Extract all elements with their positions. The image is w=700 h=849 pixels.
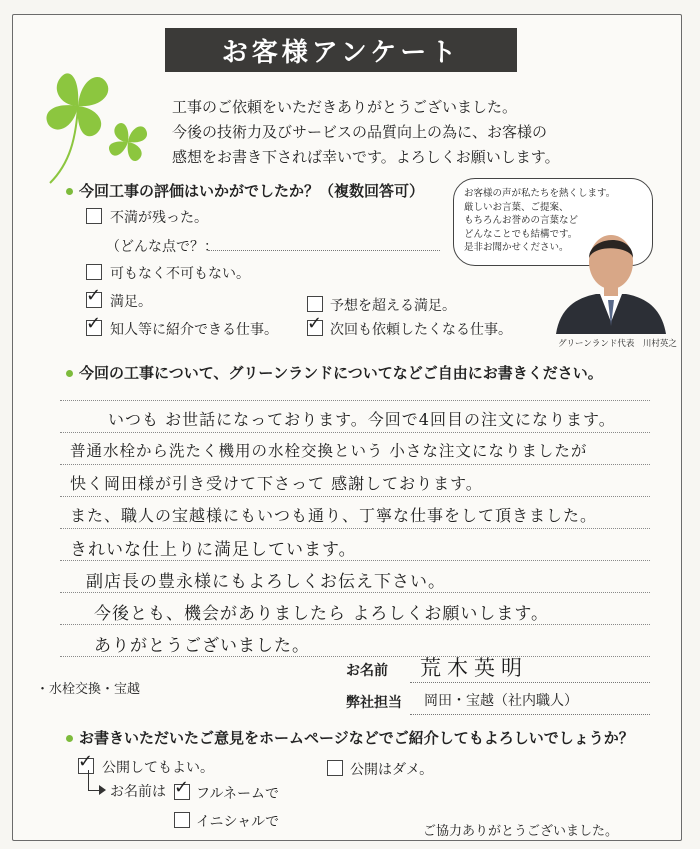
- option-label: 公開はダメ。: [350, 762, 434, 778]
- checkbox-recommend[interactable]: [86, 313, 102, 336]
- portrait-caption: グリーンランド代表 川村英之: [558, 339, 677, 349]
- checkbox-publish-no[interactable]: [327, 760, 343, 776]
- option-label: 不満が残った。: [110, 210, 208, 226]
- ruled-line: [60, 528, 650, 529]
- speech-line: もちろんお誉めの言葉など: [464, 215, 579, 226]
- q2-heading-text: 今回の工事について、グリーンランドについてなどご自由にお書きください。: [79, 364, 603, 382]
- handwritten-line: 普通水栓から洗たく機用の水栓交換という 小さな注文になりましたが: [70, 442, 588, 460]
- option-label: 公開してもよい。: [102, 760, 214, 776]
- checkbox-initials[interactable]: [174, 812, 190, 828]
- q3-heading-text: お書きいただいたご意見をホームページなどでご紹介してもよろしいでしょうか？: [79, 729, 634, 747]
- option-label: フルネームで: [196, 786, 280, 802]
- ruled-line: [60, 656, 650, 657]
- checkbox-exceeded[interactable]: [307, 296, 323, 312]
- handwritten-line: ありがとうございました。: [94, 636, 310, 656]
- speech-line: 厳しいお言葉、ご提案、: [464, 201, 569, 213]
- check-icon: ✓: [174, 777, 190, 798]
- handwritten-line: 副店長の豊永様にもよろしくお伝え下さい。: [86, 572, 446, 592]
- handwritten-line: また、職人の宝越様にもいつも通り、丁寧な仕事をして頂きました。: [70, 506, 598, 525]
- customer-name[interactable]: 荒木英明: [420, 656, 528, 680]
- checkbox-repeat[interactable]: [307, 313, 323, 336]
- intro-line: 工事のご依頼をいただきありがとうございました。: [172, 98, 518, 116]
- ruled-line: [60, 432, 650, 433]
- check-icon: ✓: [307, 313, 323, 334]
- intro-line: 今後の技術力及びサービスの品質向上の為に、お客様の: [172, 123, 548, 141]
- ruled-line: [60, 560, 650, 561]
- staff-value: 岡田・宝越（社内職人）: [424, 693, 578, 709]
- intro-text: [172, 95, 560, 170]
- handwritten-line: きれいな仕上りに満足しています。: [70, 540, 357, 560]
- check-icon: ✓: [86, 313, 102, 334]
- q1-heading-text: 今回工事の評価はいかがでしたか？（複数回答可）: [79, 182, 425, 200]
- page-title: お客様アンケート: [165, 28, 517, 72]
- name-prompt: お名前は: [110, 784, 166, 800]
- checkbox-full-name[interactable]: [174, 777, 190, 800]
- handwritten-line: いつも お世話になっております。今回で4回目の注文になります。: [108, 410, 616, 429]
- staff-label: 弊社担当: [346, 695, 402, 711]
- ruled-line: [60, 624, 650, 625]
- speech-line: 是非お聞かせください。: [464, 242, 569, 253]
- check-icon: ✓: [86, 285, 102, 306]
- q2-heading: [66, 362, 603, 383]
- ruled-line: [60, 496, 650, 497]
- ruled-line: [60, 464, 650, 465]
- option-label: イニシャルで: [196, 814, 280, 830]
- q3-heading: [66, 727, 634, 748]
- checkbox-neutral[interactable]: [86, 264, 102, 280]
- option-label: 知人等に紹介できる仕事。: [110, 322, 278, 338]
- ceo-portrait: [556, 222, 666, 334]
- bullet-icon: [66, 188, 73, 195]
- detail-prompt: （どんな点で？：: [106, 239, 218, 255]
- bullet-icon: [66, 370, 73, 377]
- clover-small-icon: [104, 118, 152, 166]
- checkbox-satisfied[interactable]: [86, 285, 102, 308]
- handwritten-line: 今後とも、機会がありましたら よろしくお願いします。: [94, 604, 550, 624]
- arrow-icon: [99, 785, 106, 795]
- option-label: 予想を超える満足。: [330, 298, 456, 314]
- speech-line: お客様の声が私たちを熱くします。: [464, 188, 616, 199]
- option-label: 可もなく不可もない。: [110, 266, 250, 282]
- option-label: 満足。: [110, 294, 152, 310]
- thanks-text: ご協力ありがとうございました。: [423, 824, 619, 839]
- ruled-line: [60, 592, 650, 593]
- speech-line: どんなことでも結構です。: [464, 228, 578, 240]
- name-label: お名前: [346, 663, 388, 679]
- option-label: 次回も依頼したくなる仕事。: [330, 322, 512, 338]
- q1-heading: [66, 180, 424, 201]
- staff-line: [410, 714, 650, 715]
- intro-line: 感想をお書き下されば幸いです。よろしくお願いします。: [172, 148, 560, 166]
- check-icon: ✓: [78, 751, 94, 772]
- margin-note: ・水栓交換・宝越: [36, 682, 141, 697]
- ruled-line: [60, 400, 650, 401]
- handwritten-line: 快く岡田様が引き受けて下さって 感謝しております。: [70, 474, 483, 493]
- name-line: [410, 682, 650, 683]
- checkbox-dissatisfied[interactable]: [86, 208, 102, 224]
- detail-line[interactable]: [208, 250, 440, 251]
- bullet-icon: [66, 735, 73, 742]
